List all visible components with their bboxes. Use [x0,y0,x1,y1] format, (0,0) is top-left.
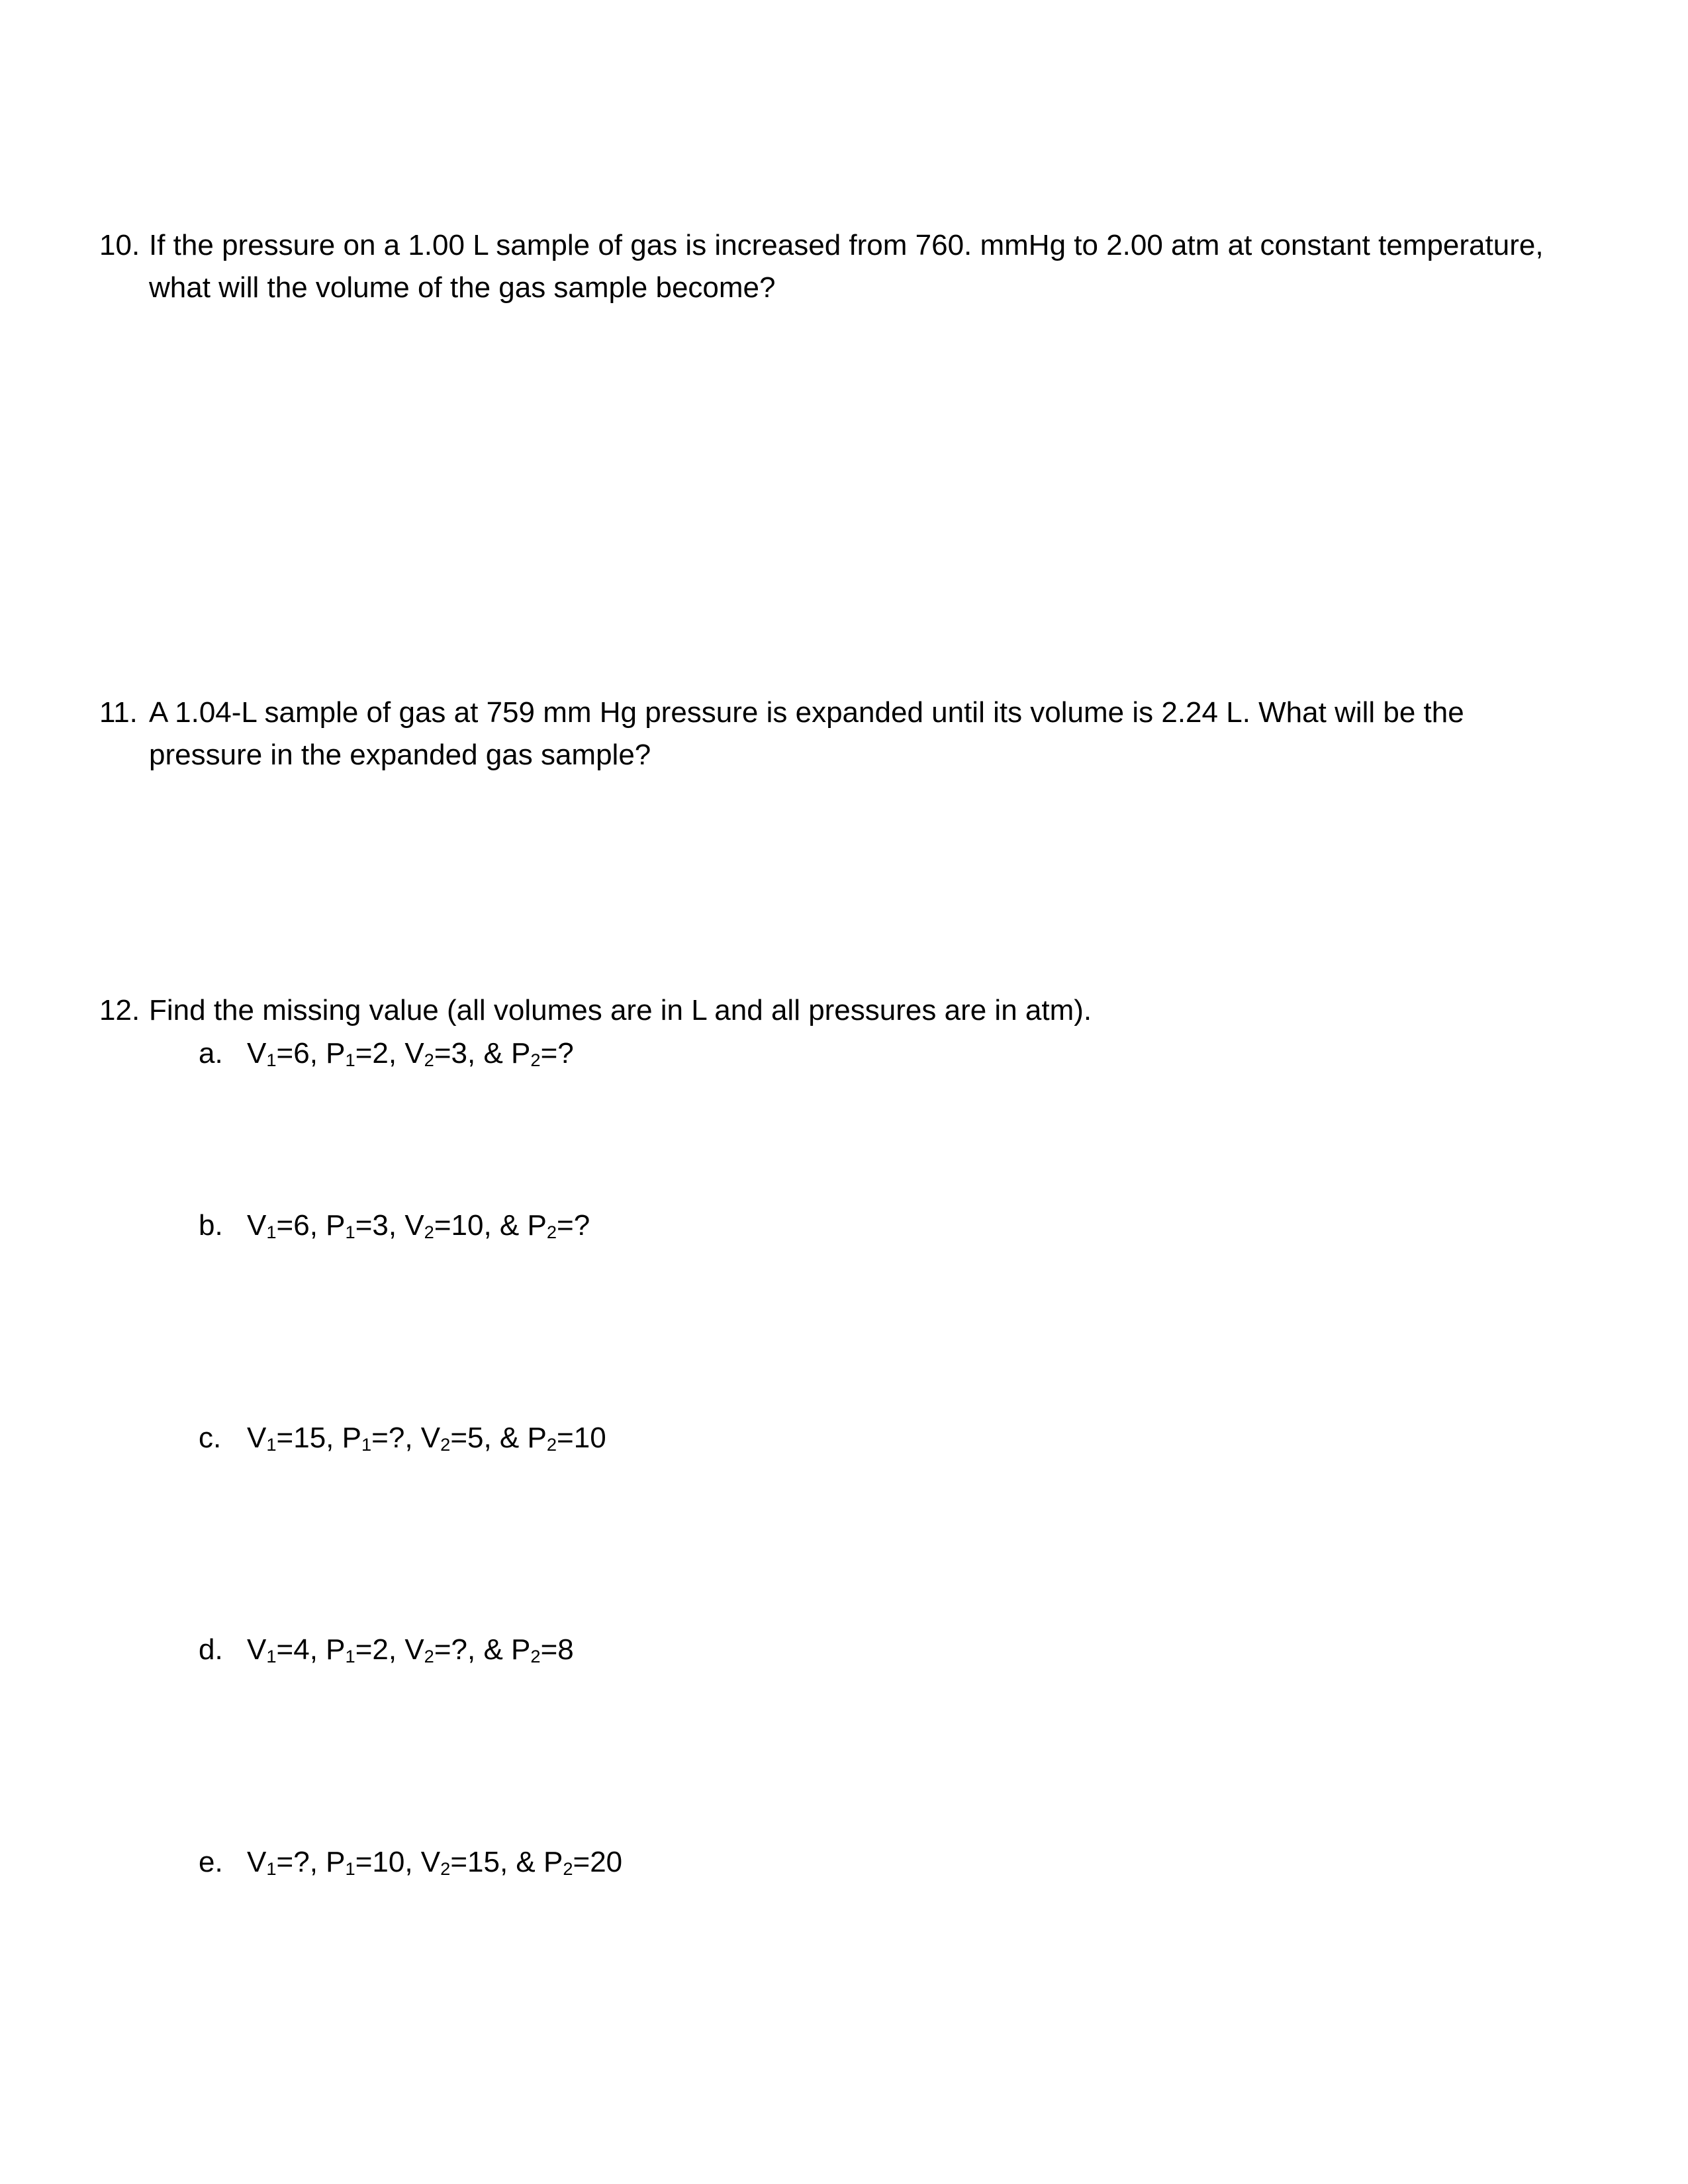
equation-subscript: 1 [266,1221,277,1242]
equation-value: =4, [276,1633,326,1666]
equation-subscript: 2 [563,1858,573,1879]
subitem-a [0,1032,1688,1075]
equation-value: =? [557,1209,590,1242]
equation-subscript: 1 [345,1049,355,1070]
equation-value: =15, & [450,1846,543,1878]
equation-subscript: 1 [345,1858,355,1879]
equation-subscript: 2 [530,1645,541,1666]
equation-value: =2, [355,1633,405,1666]
question-number: 12. [99,994,140,1026]
equation-subscript: 2 [546,1221,557,1242]
equation-subscript: 2 [424,1645,434,1666]
equation-subscript: 2 [440,1858,451,1879]
question-text: If the pressure on a 1.00 L sample of gas is increased from 760. mmHg to 2.00 atm at constant temperature, what will the volume of the gas sample become? [149,229,1544,304]
subitem-equation [247,1417,606,1459]
equation-subscript: 1 [345,1645,355,1666]
equation-value: =3, [355,1209,405,1242]
subitem-equation [247,1629,574,1671]
equation-term: P [527,1209,547,1242]
equation-term: V [420,1846,441,1878]
subitem-letter: c. [199,1422,222,1454]
question-number: 10. [99,229,140,261]
equation-term: V [420,1422,441,1454]
equation-subscript: 2 [424,1049,434,1070]
equation-value: =2, [355,1037,405,1069]
equation-value: =5, & [450,1422,528,1454]
equation-value: =3, & [434,1037,512,1069]
equation-subscript: 2 [424,1221,434,1242]
equation-term: V [404,1037,424,1069]
equation-value: =6, [276,1209,326,1242]
question-text: Find the missing value (all volumes are in L and all pressures are in atm). [149,994,1092,1026]
equation-value: =10, [355,1846,421,1878]
equation-subscript: 1 [345,1221,355,1242]
equation-value: =?, & [434,1633,512,1666]
equation-term: V [247,1846,267,1878]
equation-value: =10, & [434,1209,528,1242]
equation-subscript: 2 [530,1049,541,1070]
subitem-e [0,1841,1688,1884]
question-number: 11. [99,696,138,729]
equation-subscript: 2 [546,1433,557,1455]
subitem-b [0,1205,1688,1247]
subitem-letter: e. [199,1846,223,1878]
equation-term: P [326,1209,346,1242]
equation-term: V [247,1633,267,1666]
equation-value: =?, [371,1422,421,1454]
subitem-d [0,1629,1688,1671]
subitem-equation [247,1205,590,1247]
equation-value: =10 [557,1422,606,1454]
equation-term: P [326,1846,346,1878]
equation-term: P [511,1037,531,1069]
equation-subscript: 2 [440,1433,451,1455]
subitem-c [0,1417,1688,1459]
subitem-equation [247,1032,574,1075]
equation-term: P [543,1846,563,1878]
subitem-letter: a. [199,1037,223,1069]
equation-value: =6, [276,1037,326,1069]
equation-term: V [247,1037,267,1069]
equation-value: =? [540,1037,574,1069]
equation-term: V [247,1422,267,1454]
equation-subscript: 1 [266,1645,277,1666]
equation-term: P [326,1037,346,1069]
equation-subscript: 1 [266,1858,277,1879]
equation-term: P [511,1633,531,1666]
subitem-equation [247,1841,622,1884]
equation-subscript: 1 [266,1433,277,1455]
question-text: A 1.04-L sample of gas at 759 mm Hg pressure is expanded until its volume is 2.24 L. What will be the pressure in the expanded gas sample? [149,696,1464,771]
equation-value: =20 [573,1846,623,1878]
equation-value: =?, [276,1846,326,1878]
equation-term: P [342,1422,361,1454]
equation-subscript: 1 [361,1433,372,1455]
equation-term: V [247,1209,267,1242]
equation-term: V [404,1633,424,1666]
equation-subscript: 1 [266,1049,277,1070]
equation-term: V [404,1209,424,1242]
equation-value: =15, [276,1422,342,1454]
subitem-letter: d. [199,1633,223,1666]
equation-term: P [527,1422,547,1454]
equation-value: =8 [540,1633,574,1666]
equation-term: P [326,1633,346,1666]
subitem-letter: b. [199,1209,223,1242]
